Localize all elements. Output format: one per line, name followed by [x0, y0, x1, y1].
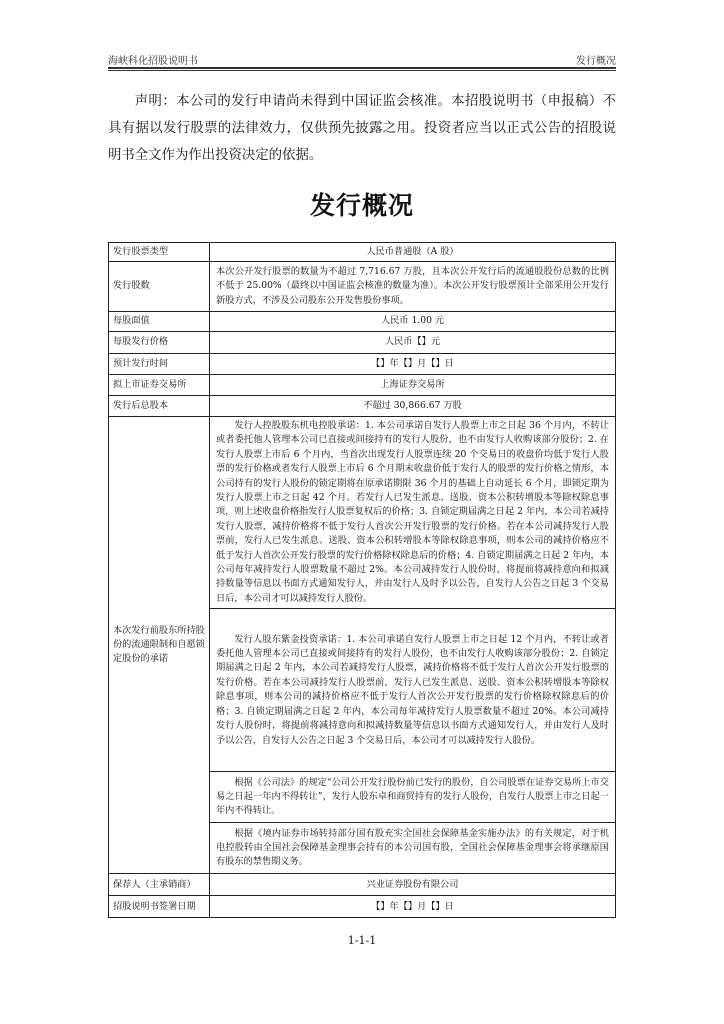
- row-label: 发行后总股本: [109, 396, 210, 417]
- lockup-text: 发行人股东紫金投资承诺：1. 本公司承诺自发行人股票上市之日起 12 个月内，不转让或者委托他人管理本公司已直接或间接持有的发行人股份，也不由发行人收购该部分股份；2. 自锁定期届满之日起 2 年内，本公司若减持发行人股票，减持价格将不低于发行人首次公开发行股票的发行价格。若在本公司减持发行人股票前，发行人已发生派息、送股、资本公积转增股本等除权除息事项，则本公司的减持价格应不低于发行人首次公开发行股票的发行价格除权除息后的价格；3. 自锁定期届满之日起 2 年内，本公司每年减持发行人股票数量不超过 20%。本公司减持发行人股份时，将提前将减持意向和拟减持数量等信息以书面方式通知发行人，并由发行人及时予以公告，自发行人公告之日起 3 个交易日后，本公司才可以减持发行人股份。: [216, 633, 609, 746]
- row-label: 预计发行时间: [109, 354, 210, 375]
- row-value: 【】年【】月【】日: [210, 354, 616, 375]
- header-right: 发行概况: [576, 56, 616, 67]
- table-row: [109, 332, 616, 354]
- table-row: [109, 243, 616, 262]
- table-row: [109, 417, 616, 609]
- row-value: 不超过 30,866.67 万股: [210, 396, 616, 417]
- header-left: 海峡科化招股说明书: [108, 56, 198, 67]
- row-value: 人民币 1.00 元: [210, 312, 616, 332]
- lockup-paragraph: [210, 772, 616, 823]
- disclaimer-text: 声明：本公司的发行申请尚未得到中国证监会核准。本招股说明书（申报稿）不具有据以发行股票的法律效力，仅供预先披露之用。投资者应当以正式公告的招股说明书全文作为作出投资决定的依据。: [108, 94, 616, 163]
- row-label: 保荐人（主承销商）: [109, 874, 210, 896]
- lockup-label: 本次发行前股东所持股份的流通限制和自愿锁定股份的承诺: [109, 417, 210, 874]
- row-label: 每股面值: [109, 312, 210, 332]
- lockup-text: 根据《公司法》的规定“公司公开发行股份前已发行的股份，自公司股票在证券交易所上市交易之日起一年内不得转让”，发行人股东卓和商贸持有的发行人股份，自发行人股票上市之日起一年内不得转让。: [216, 776, 609, 817]
- lockup-text: 根据《境内证券市场转持部分国有股充实全国社会保障基金实施办法》的有关规定，对于机电控股转由全国社会保障基金理事会持有的本公司国有股，全国社会保障基金理事会将承继原国有股东的禁售期义务。: [216, 827, 609, 868]
- lockup-paragraph: [210, 823, 616, 874]
- table-row: [109, 874, 616, 896]
- table-row: [109, 312, 616, 332]
- page-title: 发行概况: [309, 191, 414, 220]
- row-label: 每股发行价格: [109, 332, 210, 354]
- table-row: [109, 396, 616, 417]
- row-label: 拟上市证券交易所: [109, 375, 210, 396]
- page-number: 1-1-1: [347, 934, 377, 947]
- row-value: 人民币普通股（A 股）: [210, 243, 616, 262]
- row-label: 发行股数: [109, 262, 210, 312]
- row-label: 招股说明书签署日期: [109, 896, 210, 918]
- table-row: [109, 375, 616, 396]
- offering-summary-table: [108, 242, 616, 918]
- lockup-paragraph: [210, 609, 616, 772]
- disclaimer-notice: [108, 88, 616, 169]
- header-divider: [108, 70, 616, 71]
- row-value: 人民币【】元: [210, 332, 616, 354]
- row-value: 兴业证券股份有限公司: [210, 874, 616, 896]
- page-header: [108, 50, 616, 69]
- table-row: [109, 896, 616, 918]
- row-value: 上海证券交易所: [210, 375, 616, 396]
- row-value: 【】年【】月【】日: [210, 896, 616, 918]
- lockup-text: 发行人控股股东机电控股承诺：1. 本公司承诺自发行人股票上市之日起 36 个月内，不转让或者委托他人管理本公司已直接或间接持有的发行人股份，也不由发行人收购该部分股份；2. 在发行人股票上市后 6 个月内，当首次出现发行人股票连续 20 个交易日的收盘价均低于发行人股票的发行价格或者发行人股票上市后 6 个月期末收盘价低于发行人的股票的发行价格之情形，本公司持有的发行人股份的锁定期将在原承诺期限 36 个月的基础上自动延长 6 个月，即锁定期为发行人股票上市之日起 42 个月。若发行人已发生派息、送股、资本公积转增股本等除权除息事项，则上述收盘价格指发行人股票复权后的价格；3. 自锁定期届满之日起 2 年内，本公司若减持发行人股票，减持价格将不低于发行人首次公开发行股票的发行价格。若在本公司减持发行人股票前，发行人已发生派息、送股、资本公积转增股本等除权除息事项，则本公司的减持价格应不低于发行人首次公开发行股票的发行价格除权除息后的价格；4. 自锁定期届满之日起 2 年内，本公司每年减持发行人股票数量不超过 2%。本公司减持发行人股份时，将提前将减持意向和拟减持数量等信息以书面方式通知发行人，并由发行人及时予以公告，自发行人公告之日起 3 个交易日后，本公司才可以减持发行人股份。: [216, 420, 609, 604]
- row-value: 本次公开发行股票的数量为不超过 7,716.67 万股，且本次公开发行后的流通股股份总数的比例不低于 25.00%（最终以中国证监会核准的数量为准）。本次公开发行股票预计全部采用公开发行新股方式，不涉及公司股东公开发售股份事项。: [210, 262, 616, 312]
- lockup-paragraph: [210, 417, 616, 609]
- row-label: 发行股票类型: [109, 243, 210, 262]
- table-row: [109, 354, 616, 375]
- table-row: [109, 262, 616, 312]
